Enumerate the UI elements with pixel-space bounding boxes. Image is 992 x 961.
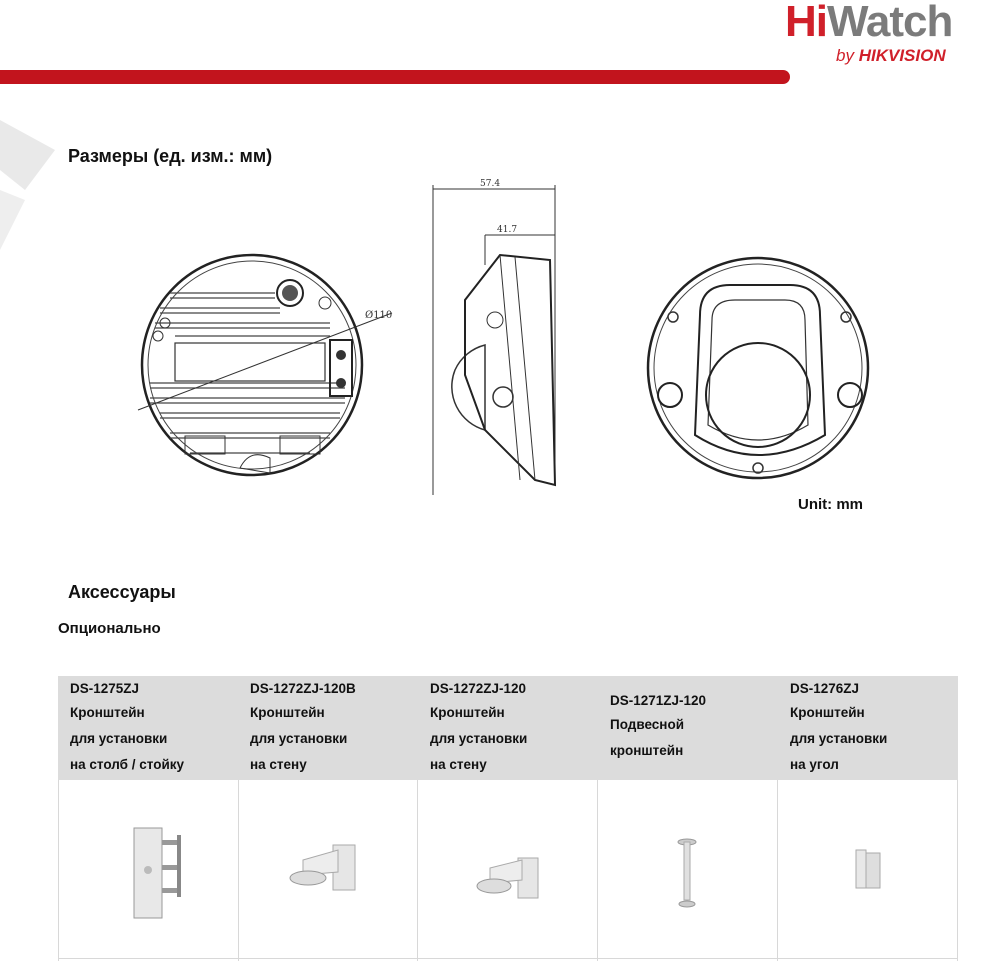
accessory-desc-line: для установки [70,731,168,746]
accessory-desc-line: Подвесной [610,717,684,732]
accessory-image-pendant-mount [598,780,778,961]
accessory-desc-line: Кронштейн [430,705,505,720]
brand-by-text: by [836,46,854,65]
accessory-image-wall-mount [418,780,598,961]
accessory-model: DS-1276ZJ [790,681,860,696]
accessory-header-4 [598,676,778,780]
accessory-header-2 [238,676,418,780]
front-view-drawing [640,255,890,490]
back-view-drawing [130,248,400,488]
brand-byline [836,46,946,66]
accessory-image-pole-mount [58,780,239,961]
accessory-desc-line: для установки [430,731,528,746]
brand-logo [785,0,952,44]
dim-mid-label: 41.7 [497,225,518,235]
accessories-title: Аксессуары [68,582,176,602]
accessory-model: DS-1272ZJ-120B [250,681,356,696]
accessory-desc-line: на столб / стойку [70,757,185,772]
unit-label: Unit: mm [798,496,863,513]
accessory-desc-line: кронштейн [610,743,684,758]
brand-logo-hi: Hi [785,0,827,46]
table-bottom-border [58,958,958,959]
dimensions-title: Размеры (ед. изм.: мм) [68,146,273,166]
accessory-desc-line: Кронштейн [250,705,325,720]
accessory-model: DS-1272ZJ-120 [430,681,527,696]
accessory-header-5 [778,676,958,780]
brand-logo-watch: Watch [827,0,953,46]
accessory-image-wall-mount-b [238,780,418,961]
accessory-model: DS-1271ZJ-120 [610,693,707,708]
accessory-desc-line: для установки [250,731,348,746]
accessory-desc-line: на стену [430,757,487,772]
accessories-table [58,676,958,961]
accessory-desc-line: на угол [790,757,839,772]
brand-hikvision: HIKVISION [858,46,946,65]
dim-diameter-label: Ø110 [365,310,393,321]
accessory-desc-line: на стену [250,757,307,772]
accessory-desc-line: Кронштейн [70,705,145,720]
accessories-table-body [58,780,958,961]
side-view-drawing [425,175,565,495]
watermark-logo [0,100,60,260]
accessory-header-1 [58,676,238,780]
accessory-image-corner-mount [778,780,958,961]
accessory-header-3 [418,676,598,780]
accessory-desc-line: для установки [790,731,888,746]
accessory-model: DS-1275ZJ [70,681,140,696]
accessories-table-header [58,676,958,780]
accessories-subtitle: Опционально [58,620,161,637]
accessory-desc-line: Кронштейн [790,705,865,720]
header-red-bar [0,70,790,84]
dim-top-label: 57.4 [480,179,501,189]
